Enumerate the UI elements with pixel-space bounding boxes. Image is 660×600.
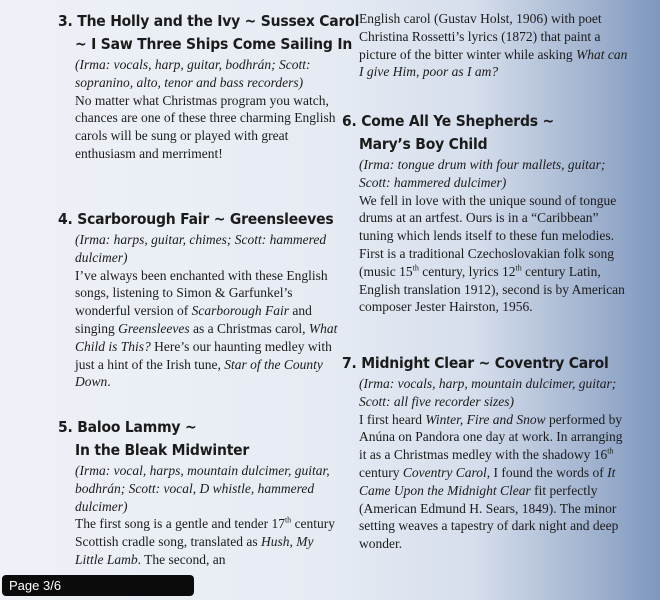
song-7-title: 7. Midnight Clear ~ Coventry Carol <box>342 354 609 372</box>
song-title-reference: Star of the County Down <box>75 356 323 390</box>
song-7 <box>342 352 632 553</box>
song-3-title-line-2: ~ I Saw Three Ships Come Sailing In <box>75 35 353 53</box>
song-6-title-line-1: 6. Come All Ye Shepherds ~ <box>342 112 554 130</box>
song-4-description: I’ve always been enchanted with these English songs, listening to Simon & Garfunkel’s wonderful version of Scarborough Fair and singing Greensleeves as a Christmas carol, What Child is This? Here’s our haunting medley with just a hint of the Irish tune, Star of the County Down. <box>75 267 338 390</box>
page-indicator <box>2 575 194 596</box>
song-5-title <box>58 416 340 462</box>
song-title-reference: What can I give Him, poor as I am? <box>359 46 628 80</box>
song-6-title-line-2: Mary’s Boy Child <box>359 135 488 153</box>
song-title-reference: Scarborough Fair <box>191 303 289 319</box>
song-3 <box>58 10 360 163</box>
song-6-description: We fell in love with the unique sound of tongue drums at an artfest. Ours is in a “Caribbean” tuning which lends itself to these fun melodies. First is a traditional Czechoslovakian folk song (music 15th century, lyrics 12th century Latin, English translation 1912), second is by American composer Jester Hairston, 1956. <box>359 192 625 315</box>
song-title-reference: Coventry Carol <box>402 464 487 480</box>
song-title-reference: What Child is This? <box>75 320 338 354</box>
song-5-title-line-2: In the Bleak Midwinter <box>75 441 250 459</box>
song-3-title <box>58 10 360 56</box>
song-4-title: 4. Scarborough Fair ~ Greensleeves <box>58 210 334 228</box>
song-5-performers: (Irma: vocal, harps, mountain dulcimer, guitar, bodhrán; Scott: vocal, D whistle, hammered dulcimer) <box>75 463 330 514</box>
song-3-title-line-1: 3. The Holly and the Ivy ~ Sussex Carol <box>58 12 360 30</box>
song-6 <box>342 110 632 316</box>
song-5-continued <box>342 10 632 81</box>
song-7-performers: (Irma: vocals, harp, mountain dulcimer, guitar; Scott: all five recorder sizes) <box>359 376 617 409</box>
song-title-reference: It Came Upon the Midnight Clear <box>359 464 616 498</box>
song-5 <box>58 416 340 569</box>
song-5-description-continued: English carol (Gustav Holst, 1906) with poet Christina Rossetti’s lyrics (1872) that paint a picture of the bitter winter while asking What can I give Him, poor as I am? <box>359 11 628 80</box>
song-title-reference: Greensleeves <box>118 320 190 336</box>
song-title-reference: Winter, Fire and Snow <box>425 411 546 427</box>
song-6-performers: (Irma: tongue drum with four mallets, guitar; Scott: hammered dulcimer) <box>359 157 606 190</box>
song-3-performers: (Irma: vocals, harp, guitar, bodhrán; Scott: sopranino, alto, tenor and bass recorders) <box>75 57 311 90</box>
song-5-description: The first song is a gentle and tender 17th century Scottish cradle song, translated as Hush, My Little Lamb. The second, an <box>75 515 336 567</box>
song-title-reference: Hush, My Little Lamb <box>75 534 314 567</box>
song-3-description: No matter what Christmas program you watch, chances are one of these three charming English carols will be sung or played with great enthusiasm and merriment! <box>75 92 336 161</box>
song-5-title-line-1: 5. Baloo Lammy ~ <box>58 418 197 436</box>
song-4 <box>58 208 340 391</box>
song-6-title <box>342 110 632 156</box>
song-7-description: I first heard Winter, Fire and Snow performed by Anúna on Pandora one day at work. In arranging it as a Christmas medley with the shadowy 16th century Coventry Carol, I found the words of It Came Upon the Midnight Clear fit perfectly (American Edmund H. Sears, 1849). The minor setting weaves a tapestry of dark night and deep wonder. <box>359 411 623 552</box>
song-4-performers: (Irma: harps, guitar, chimes; Scott: hammered dulcimer) <box>75 232 327 265</box>
page-indicator-label: Page 3/6 <box>9 578 62 593</box>
